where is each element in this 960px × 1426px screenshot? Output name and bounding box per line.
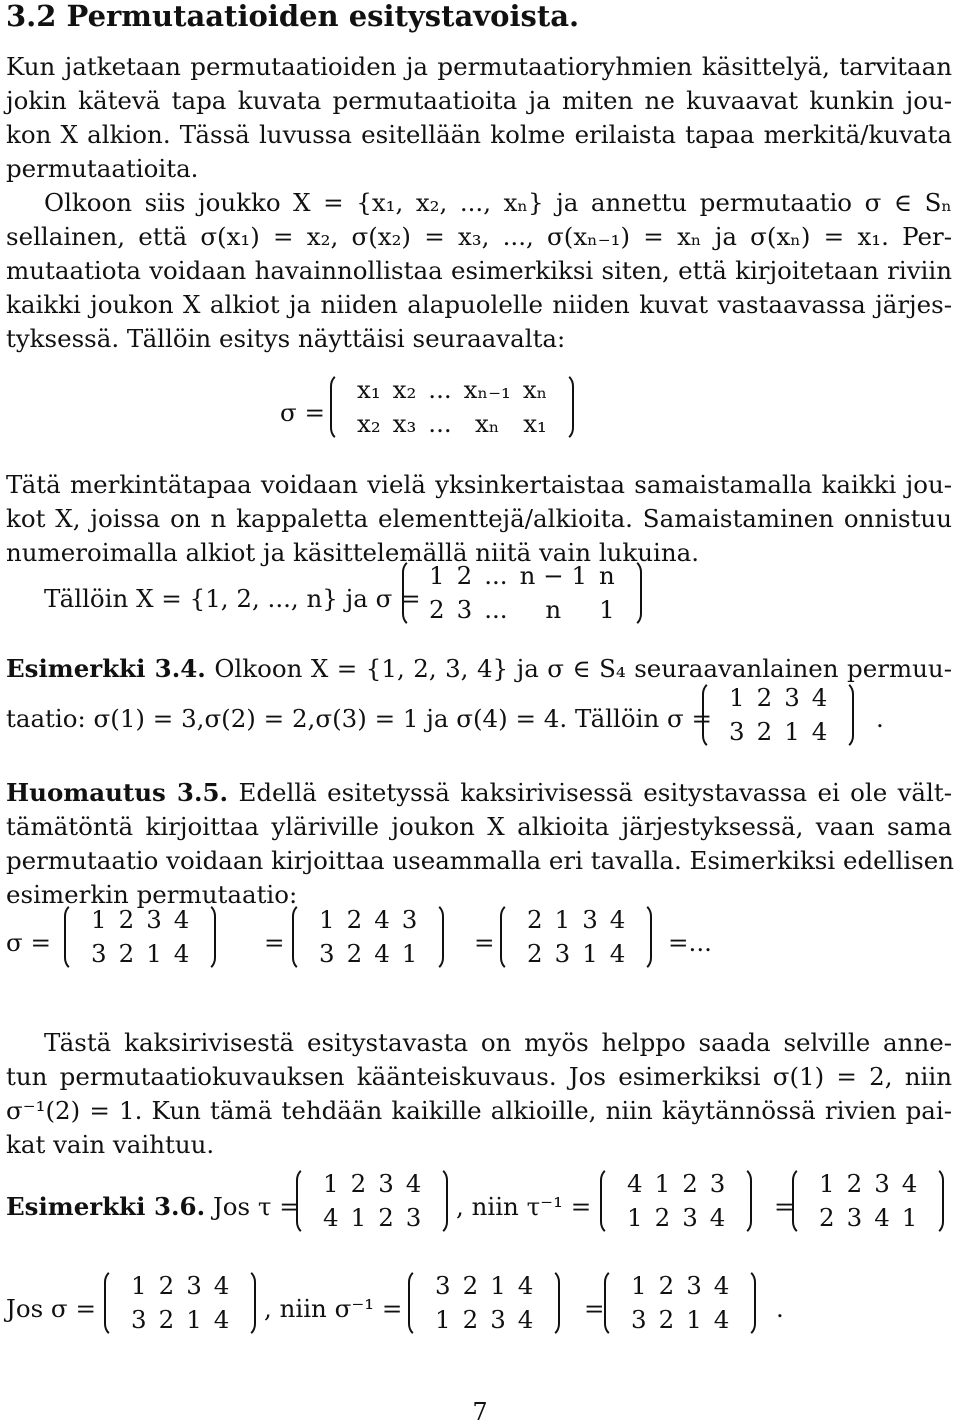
- matrix-bottom-entry: 1: [686, 1305, 702, 1334]
- matrix-top-entry: 1: [323, 1169, 339, 1198]
- matrix-top-entry: 2: [158, 1271, 175, 1300]
- eq3-matrix-2-body: [307, 902, 429, 972]
- matrix-bottom-entry: ...: [428, 409, 452, 438]
- eq3-matrix-1-body: [79, 902, 201, 972]
- matrix-top-entry: 4: [627, 1169, 643, 1198]
- example-3-6-matrix-3-body: [807, 1166, 929, 1236]
- matrix-top-entry: 2: [462, 1271, 479, 1300]
- matrix-bottom-entry: 4: [213, 1305, 230, 1334]
- paragraph-4-line-1: Tästä kaksirivisestä esitystavasta on myös helppo saada selville anne-: [44, 1028, 952, 1057]
- matrix-bottom-entry: 4: [874, 1203, 890, 1232]
- inverse-example-matrix-3: [604, 1268, 756, 1338]
- paragraph-1-line-4: permutaatioita.: [6, 154, 199, 183]
- remark-3-5-line-3: permutaatio voidaan kirjoittaa useammalla eri tavalla. Esimerkiksi edellisen: [6, 846, 955, 875]
- eq1-matrix-body: [345, 372, 559, 442]
- matrix-top-entry: 1: [91, 905, 107, 934]
- matrix-bottom-entry: 2: [756, 717, 773, 746]
- matrix-top-entry: 2: [346, 905, 363, 934]
- inverse-example-matrix-1: [104, 1268, 256, 1338]
- matrix-top-entry: 4: [405, 1169, 422, 1198]
- matrix-top-entry: 4: [901, 1169, 918, 1198]
- matrix-bottom-entry: 3: [319, 939, 335, 968]
- eq3-equals-1: =: [264, 928, 285, 957]
- paragraph-3-line-3: numeroimalla alkiot ja käsittelemällä niitä vain lukuina.: [6, 538, 700, 567]
- matrix-bottom-entry: 2: [819, 1203, 835, 1232]
- example-3-4-text-1: Olkoon X = {1, 2, 3, 4} ja σ ∈ S₄ seuraavanlainen permuu-: [214, 654, 952, 683]
- paragraph-4-line-2: tun permutaatiokuvauksen käänteiskuvaus. Jos esimerkiksi σ(1) = 2, niin: [6, 1062, 952, 1091]
- matrix-top-entry: xₙ₋₁: [463, 375, 511, 404]
- matrix-bottom-entry: 3: [131, 1305, 147, 1334]
- matrix-top-entry: 4: [213, 1271, 230, 1300]
- matrix-bottom-entry: 3: [631, 1305, 647, 1334]
- matrix-top-entry: n − 1: [519, 561, 588, 590]
- remark-3-5-text-1: Edellä esitetyssä kaksirivisessä esitystavassa ei ole vält-: [238, 778, 952, 807]
- matrix-bottom-entry: xₙ: [475, 409, 500, 438]
- matrix-top-entry: n: [599, 561, 615, 590]
- example-3-6-matrix-3: [792, 1166, 944, 1236]
- matrix-bottom-entry: 1: [627, 1203, 643, 1232]
- paragraph-2-line-5: tyksessä. Tällöin esitys näyttäisi seuraavalta:: [6, 324, 566, 353]
- matrix-bottom-entry: 3: [91, 939, 107, 968]
- eq1-matrix: [330, 372, 574, 442]
- inverse-example-matrix-3-body: [619, 1268, 741, 1338]
- matrix-bottom-entry: 3: [405, 1203, 422, 1232]
- matrix-top-entry: 2: [527, 905, 543, 934]
- matrix-top-entry: 3: [874, 1169, 890, 1198]
- inverse-example-matrix-2: [408, 1268, 560, 1338]
- matrix-top-entry: 4: [374, 905, 390, 934]
- example-3-6-matrix-1: [296, 1166, 448, 1236]
- paragraph-3-line-1: Tätä merkintätapaa voidaan vielä yksinkertaistaa samaistamalla kaikki jou-: [6, 470, 952, 499]
- eq3-matrix-3: [500, 902, 652, 972]
- paragraph-1-line-3: kon X alkion. Tässä luvussa esitellään kolme erilaista tapaa merkitä/kuvata: [6, 120, 952, 149]
- matrix-top-entry: 3: [435, 1271, 451, 1300]
- eq2-matrix: [402, 558, 642, 628]
- matrix-top-entry: 4: [713, 1271, 730, 1300]
- matrix-bottom-entry: 4: [713, 1305, 730, 1334]
- eq2-lhs: Tällöin X = {1, 2, ..., n} ja σ =: [44, 584, 421, 613]
- matrix-bottom-entry: 4: [709, 1203, 726, 1232]
- matrix-bottom-entry: 1: [146, 939, 162, 968]
- matrix-bottom-entry: 2: [346, 939, 363, 968]
- matrix-top-entry: 2: [456, 561, 473, 590]
- matrix-top-entry: 2: [756, 683, 773, 712]
- matrix-bottom-entry: 2: [462, 1305, 479, 1334]
- matrix-bottom-entry: 2: [378, 1203, 394, 1232]
- paragraph-2-line-3: mutaatiota voidaan havainnollistaa esimerkiksi siten, että kirjoitetaan riviin: [6, 256, 952, 285]
- matrix-bottom-entry: 1: [401, 939, 418, 968]
- page-number: 7: [472, 1398, 488, 1426]
- inverse-example-mid: , niin σ⁻¹ =: [264, 1294, 403, 1323]
- example-3-6-equals: =: [774, 1192, 795, 1221]
- remark-3-5-line-1: [6, 776, 952, 810]
- matrix-top-entry: 3: [186, 1271, 202, 1300]
- matrix-top-entry: 1: [429, 561, 445, 590]
- eq3-matrix-2: [292, 902, 444, 972]
- matrix-top-entry: ...: [484, 561, 508, 590]
- matrix-bottom-entry: n: [545, 595, 562, 624]
- matrix-bottom-entry: 1: [599, 595, 615, 624]
- matrix-bottom-entry: 2: [118, 939, 135, 968]
- matrix-bottom-entry: 3: [490, 1305, 506, 1334]
- matrix-bottom-entry: 3: [846, 1203, 863, 1232]
- matrix-top-entry: 4: [609, 905, 626, 934]
- eq3-tail: =...: [668, 928, 712, 957]
- matrix-bottom-entry: 3: [456, 595, 473, 624]
- example-3-4-end: .: [876, 704, 884, 733]
- example-3-6-matrix-2: [600, 1166, 752, 1236]
- matrix-top-entry: 3: [401, 905, 418, 934]
- example-3-6-prefix: [6, 1190, 300, 1224]
- paragraph-1-line-1: Kun jatketaan permutaatioiden ja permutaatioryhmien käsittelyä, tarvitaan: [6, 52, 952, 81]
- matrix-bottom-entry: ...: [484, 595, 508, 624]
- matrix-bottom-entry: 1: [901, 1203, 918, 1232]
- matrix-top-entry: 3: [686, 1271, 702, 1300]
- example-3-4-matrix: [702, 680, 854, 750]
- matrix-top-entry: 1: [490, 1271, 506, 1300]
- matrix-bottom-entry: 2: [429, 595, 445, 624]
- eq1-lhs: σ =: [280, 398, 326, 427]
- matrix-bottom-entry: 2: [158, 1305, 175, 1334]
- paragraph-1-line-2: jokin kätevä tapa kuvata permutaatioita ja miten ne kuvaavat kunkin jou-: [6, 86, 952, 115]
- matrix-bottom-entry: 1: [582, 939, 598, 968]
- matrix-bottom-entry: 4: [609, 939, 626, 968]
- example-3-6-mid: , niin τ⁻¹ =: [456, 1192, 592, 1221]
- matrix-bottom-entry: x₂: [357, 409, 381, 438]
- matrix-top-entry: x₁: [357, 375, 381, 404]
- matrix-top-entry: 3: [146, 905, 162, 934]
- matrix-bottom-entry: 4: [173, 939, 190, 968]
- matrix-bottom-entry: 2: [654, 1203, 671, 1232]
- inverse-example-pre: Jos σ =: [6, 1294, 96, 1323]
- matrix-bottom-entry: 3: [554, 939, 571, 968]
- example-3-6-label: Esimerkki 3.6.: [6, 1192, 206, 1221]
- section-heading: 3.2 Permutaatioiden esitystavoista.: [6, 0, 580, 33]
- inverse-example-end: .: [776, 1294, 784, 1323]
- inverse-example-matrix-2-body: [423, 1268, 545, 1338]
- eq3-lhs: σ =: [6, 928, 52, 957]
- paragraph-3-line-2: kot X, joissa on n kappaletta elementtejä/alkioita. Samaistaminen onnistuu: [6, 504, 952, 533]
- matrix-top-entry: 4: [173, 905, 190, 934]
- eq2-matrix-body: [417, 558, 627, 628]
- example-3-6-matrix-2-body: [615, 1166, 737, 1236]
- matrix-bottom-entry: x₃: [392, 409, 417, 438]
- eq3-equals-2: =: [474, 928, 495, 957]
- eq3-matrix-1: [64, 902, 216, 972]
- inverse-example-matrix-1-body: [119, 1268, 241, 1338]
- matrix-bottom-entry: 1: [186, 1305, 202, 1334]
- matrix-top-entry: 2: [118, 905, 135, 934]
- paragraph-4-line-3: σ⁻¹(2) = 1. Kun tämä tehdään kaikille alkioille, niin käytännössä rivien pai-: [6, 1096, 952, 1125]
- matrix-bottom-entry: x₁: [523, 409, 547, 438]
- matrix-top-entry: x₂: [392, 375, 417, 404]
- matrix-bottom-entry: 2: [658, 1305, 675, 1334]
- matrix-top-entry: 3: [784, 683, 800, 712]
- matrix-top-entry: 1: [729, 683, 745, 712]
- matrix-bottom-entry: 2: [527, 939, 543, 968]
- matrix-top-entry: 3: [582, 905, 598, 934]
- inverse-example-equals: =: [584, 1294, 605, 1323]
- matrix-top-entry: 3: [378, 1169, 394, 1198]
- matrix-top-entry: xₙ: [522, 375, 548, 404]
- matrix-top-entry: 4: [811, 683, 828, 712]
- paragraph-2-line-1: Olkoon siis joukko X = {x₁, x₂, ..., xₙ} ja annettu permutaatio σ ∈ Sₙ: [44, 188, 952, 217]
- paragraph-2-line-2: sellainen, että σ(x₁) = x₂, σ(x₂) = x₃, ..., σ(xₙ₋₁) = xₙ ja σ(xₙ) = x₁. Per-: [6, 222, 952, 251]
- matrix-top-entry: ...: [428, 375, 452, 404]
- matrix-top-entry: 1: [554, 905, 571, 934]
- example-3-4-label: Esimerkki 3.4.: [6, 654, 206, 683]
- matrix-bottom-entry: 1: [784, 717, 800, 746]
- matrix-top-entry: 2: [846, 1169, 863, 1198]
- example-3-6-pre: Jos τ =: [212, 1192, 300, 1221]
- matrix-bottom-entry: 4: [374, 939, 390, 968]
- example-3-4-matrix-body: [717, 680, 839, 750]
- example-3-6-matrix-1-body: [311, 1166, 433, 1236]
- matrix-bottom-entry: 1: [350, 1203, 367, 1232]
- matrix-bottom-entry: 3: [682, 1203, 698, 1232]
- remark-3-5-line-4: esimerkin permutaatio:: [6, 880, 298, 909]
- matrix-top-entry: 3: [709, 1169, 726, 1198]
- matrix-bottom-entry: 3: [729, 717, 745, 746]
- matrix-bottom-entry: 4: [811, 717, 828, 746]
- matrix-top-entry: 1: [319, 905, 335, 934]
- paragraph-2-line-4: kaikki joukon X alkiot ja niiden alapuolelle niiden kuvat vastaavassa järjes-: [6, 290, 952, 319]
- example-3-4-text-2: taatio: σ(1) = 3,σ(2) = 2,σ(3) = 1 ja σ(4) = 4. Tällöin σ =: [6, 704, 713, 733]
- matrix-top-entry: 2: [658, 1271, 675, 1300]
- remark-3-5-label: Huomautus 3.5.: [6, 778, 229, 807]
- matrix-top-entry: 1: [631, 1271, 647, 1300]
- matrix-bottom-entry: 1: [435, 1305, 451, 1334]
- remark-3-5-line-2: tämätöntä kirjoittaa yläriville joukon X alkioita järjestyksessä, vaan sama: [6, 812, 952, 841]
- matrix-top-entry: 1: [131, 1271, 147, 1300]
- matrix-top-entry: 2: [682, 1169, 698, 1198]
- paragraph-4-line-4: kat vain vaihtuu.: [6, 1130, 215, 1159]
- matrix-top-entry: 1: [819, 1169, 835, 1198]
- matrix-bottom-entry: 4: [517, 1305, 534, 1334]
- matrix-top-entry: 1: [654, 1169, 671, 1198]
- matrix-top-entry: 4: [517, 1271, 534, 1300]
- eq3-matrix-3-body: [515, 902, 637, 972]
- matrix-top-entry: 2: [350, 1169, 367, 1198]
- matrix-bottom-entry: 4: [323, 1203, 339, 1232]
